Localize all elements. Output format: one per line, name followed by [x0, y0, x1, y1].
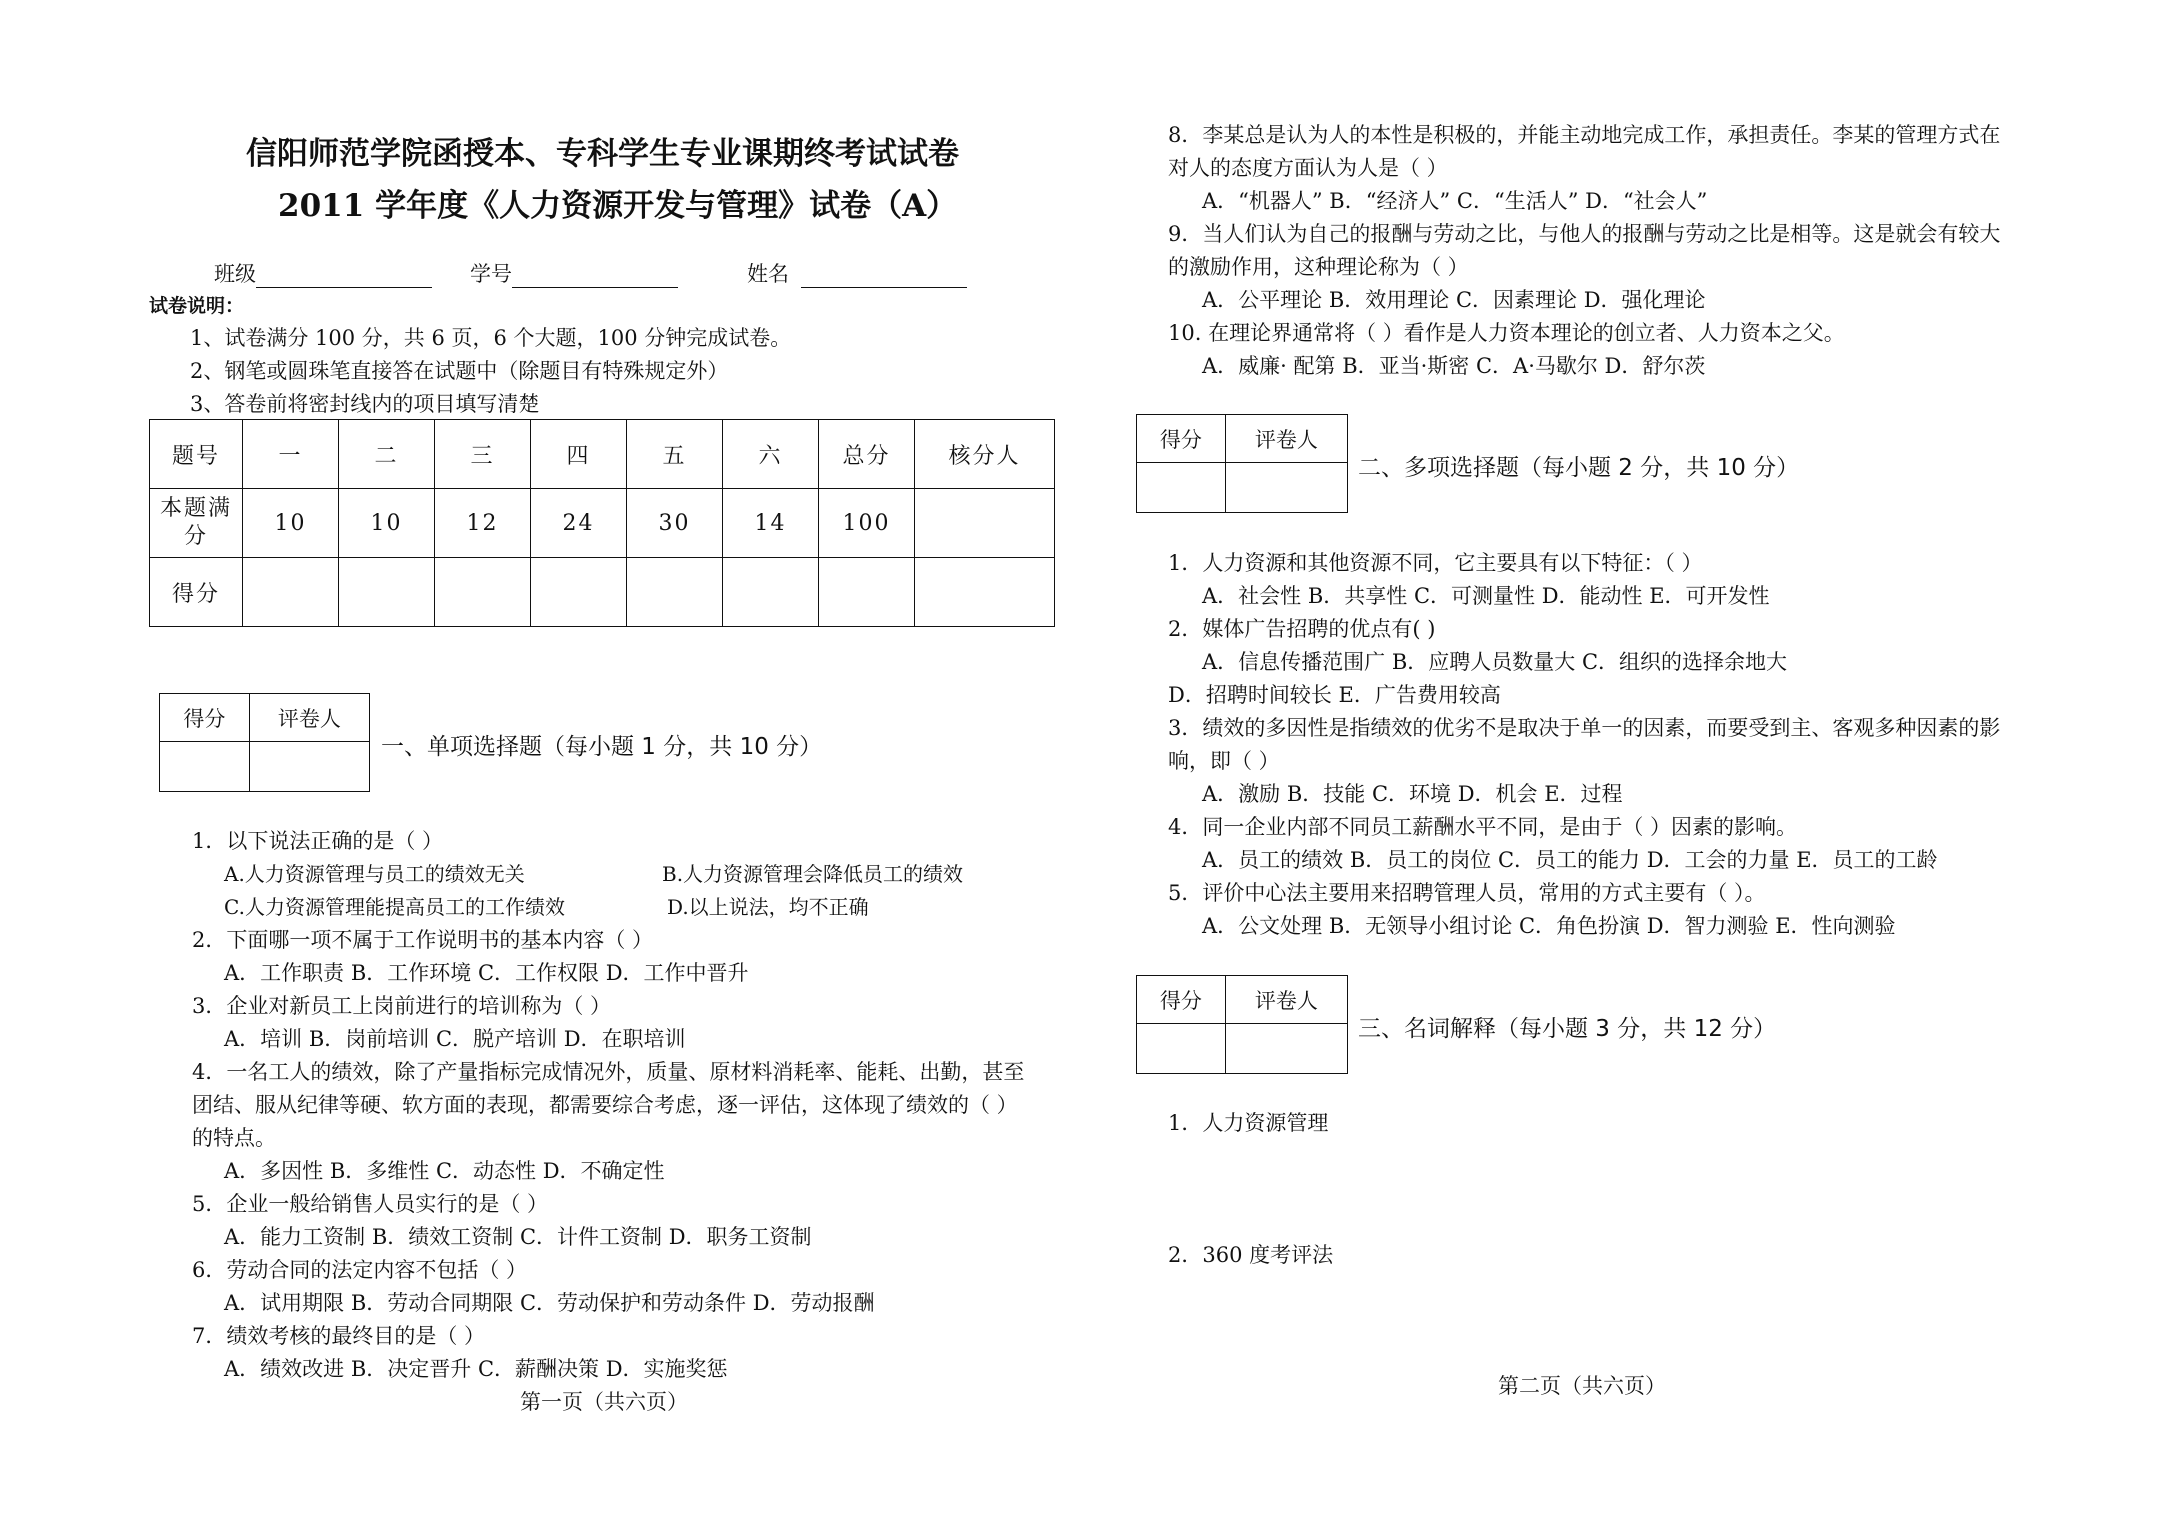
question-9: 9．当人们认为自己的报酬与劳动之比，与他人的报酬与劳动之比是相等。这是就会有较大	[1168, 222, 2001, 246]
score-entry-cell[interactable]	[819, 558, 915, 627]
name-label: 姓名	[747, 262, 789, 286]
question-4: 4．一名工人的绩效，除了产量指标完成情况外，质量、原材料消耗率、能耗、出勤，甚至	[192, 1060, 1025, 1084]
student-no-blank[interactable]	[512, 265, 678, 288]
question-3: 3．企业对新员工上岗前进行的培训称为（ ）	[192, 994, 612, 1018]
grader-box	[1136, 414, 1348, 513]
class-field[interactable]	[214, 258, 432, 288]
score-row-label: 得分	[150, 558, 243, 627]
grader-score-label: 得分	[160, 694, 250, 742]
score-table-score-row	[150, 558, 1055, 627]
score-header-cell: 五	[627, 420, 723, 489]
instruction-3: 3、答卷前将密封线内的项目填写清楚	[190, 392, 540, 416]
exam-title: 信阳师范学院函授本、专科学生专业课期终考试试卷	[246, 136, 959, 172]
section-1-title: 一、单项选择题（每小题 1 分，共 10 分）	[381, 734, 823, 760]
grader-score-label: 得分	[1137, 976, 1226, 1024]
score-entry-cell[interactable]	[531, 558, 627, 627]
grader-score-cell[interactable]	[160, 742, 250, 792]
score-entry-cell[interactable]	[723, 558, 819, 627]
q10-options: A．威廉· 配第 B．亚当·斯密 C．A·马歇尔 D．舒尔茨	[1202, 354, 1706, 378]
score-table-full-row	[150, 489, 1055, 558]
grader-name-label: 评卷人	[1225, 415, 1347, 463]
page-footer: 第二页（共六页）	[1498, 1374, 1666, 1398]
score-full-label: 本题满分	[150, 489, 243, 558]
question-4-end: 的特点。	[192, 1126, 276, 1150]
q8-options: A．“机器人” B．“经济人” C．“生活人” D．“社会人”	[1202, 189, 1708, 213]
grader-score-label: 得分	[1137, 415, 1226, 463]
score-entry-cell[interactable]	[627, 558, 723, 627]
class-blank[interactable]	[256, 265, 432, 288]
student-no-label: 学号	[470, 262, 512, 286]
score-full-cell: 24	[531, 489, 627, 558]
s2-question-4: 4．同一企业内部不同员工薪酬水平不同，是由于（ ）因素的影响。	[1168, 815, 1798, 839]
s2-question-2: 2．媒体广告招聘的优点有( )	[1168, 617, 1436, 641]
score-header-cell: 四	[531, 420, 627, 489]
instructions-heading: 试卷说明：	[149, 295, 245, 317]
grader-score-cell[interactable]	[1137, 1024, 1226, 1074]
class-label: 班级	[214, 262, 256, 286]
question-5: 5．企业一般给销售人员实行的是（ ）	[192, 1192, 549, 1216]
s2-question-3: 3．绩效的多因性是指绩效的优劣不是取决于单一的因素，而要受到主、客观多种因素的影	[1168, 716, 2001, 740]
score-header-cell: 三	[435, 420, 531, 489]
page-footer: 第一页（共六页）	[520, 1390, 688, 1414]
score-full-cell	[915, 489, 1055, 558]
s2-q1-options: A．社会性 B．共享性 C．可测量性 D．能动性 E．可开发性	[1202, 584, 1770, 608]
score-entry-cell[interactable]	[339, 558, 435, 627]
question-6: 6．劳动合同的法定内容不包括（ ）	[192, 1258, 528, 1282]
q1-option-d: D.以上说法，均不正确	[667, 895, 869, 919]
score-table-header-row	[150, 420, 1055, 489]
grader-name-cell[interactable]	[1225, 1024, 1347, 1074]
score-full-cell: 100	[819, 489, 915, 558]
question-8: 8．李某总是认为人的本性是积极的，并能主动地完成工作，承担责任。李某的管理方式在	[1168, 123, 2001, 147]
q2-options: A．工作职责 B．工作环境 C．工作权限 D．工作中晋升	[224, 961, 749, 985]
s2-q3-options: A．激励 B．技能 C．环境 D．机会 E．过程	[1202, 782, 1623, 806]
score-full-cell: 30	[627, 489, 723, 558]
question-1: 1．以下说法正确的是（ ）	[192, 829, 444, 853]
grader-name-cell[interactable]	[249, 742, 369, 792]
grader-name-label: 评卷人	[249, 694, 369, 742]
q9-options: A．公平理论 B．效用理论 C．因素理论 D．强化理论	[1202, 288, 1706, 312]
s2-q5-options: A．公文处理 B．无领导小组讨论 C．角色扮演 D．智力测验 E．性向测验	[1202, 914, 1896, 938]
s2-question-1: 1．人力资源和其他资源不同，它主要具有以下特征：（ ）	[1168, 551, 1703, 575]
grader-box	[1136, 975, 1348, 1074]
student-no-field[interactable]	[470, 258, 678, 288]
s2-question-3-cont: 响，即（ ）	[1168, 749, 1280, 773]
question-8-cont: 对人的态度方面认为人是（ ）	[1168, 156, 1448, 180]
grader-box	[159, 693, 370, 792]
question-2: 2．下面哪一项不属于工作说明书的基本内容（ ）	[192, 928, 654, 952]
s2-q4-options: A．员工的绩效 B．员工的岗位 C．员工的能力 D．工会的力量 E．员工的工龄	[1202, 848, 1938, 872]
score-full-cell: 12	[435, 489, 531, 558]
score-header-cell: 总分	[819, 420, 915, 489]
score-full-cell: 10	[339, 489, 435, 558]
score-table	[149, 419, 1055, 627]
question-7: 7．绩效考核的最终目的是（ ）	[192, 1324, 486, 1348]
q4-options: A．多因性 B．多维性 C．动态性 D．不确定性	[224, 1159, 665, 1183]
name-field[interactable]	[747, 258, 967, 288]
score-entry-cell[interactable]	[243, 558, 339, 627]
name-blank[interactable]	[801, 265, 967, 288]
section-3-title: 三、名词解释（每小题 3 分，共 12 分）	[1358, 1016, 1777, 1042]
question-9-cont: 的激励作用，这种理论称为（ ）	[1168, 255, 1469, 279]
score-full-cell: 14	[723, 489, 819, 558]
q6-options: A．试用期限 B．劳动合同期限 C．劳动保护和劳动条件 D．劳动报酬	[224, 1291, 875, 1315]
question-4-cont: 团结、服从纪律等硬、软方面的表现，都需要综合考虑，逐一评估，这体现了绩效的（ ）	[192, 1093, 1018, 1117]
grader-name-cell[interactable]	[1225, 463, 1347, 513]
instruction-2: 2、钢笔或圆珠笔直接答在试题中（除题目有特殊规定外）	[190, 359, 729, 383]
q3-options: A．培训 B．岗前培训 C．脱产培训 D．在职培训	[224, 1027, 686, 1051]
s2-q2-options: A．信息传播范围广 B．应聘人员数量大 C．组织的选择余地大	[1202, 650, 1788, 674]
q7-options: A．绩效改进 B．决定晋升 C．薪酬决策 D．实施奖惩	[224, 1357, 728, 1381]
question-10: 10. 在理论界通常将（ ）看作是人力资本理论的创立者、人力资本之父。	[1168, 321, 1845, 345]
score-entry-cell[interactable]	[435, 558, 531, 627]
score-header-cell: 六	[723, 420, 819, 489]
score-header-cell: 题号	[150, 420, 243, 489]
score-entry-cell[interactable]	[915, 558, 1055, 627]
instruction-1: 1、试卷满分 100 分，共 6 页，6 个大题，100 分钟完成试卷。	[190, 326, 792, 350]
s3-question-2: 2．360 度考评法	[1168, 1243, 1334, 1267]
score-header-cell: 一	[243, 420, 339, 489]
score-full-cell: 10	[243, 489, 339, 558]
s2-question-5: 5．评价中心法主要用来招聘管理人员，常用的方式主要有（ ）。	[1168, 881, 1766, 905]
q1-option-c: C.人力资源管理能提高员工的工作绩效	[224, 895, 565, 919]
q1-option-a: A.人力资源管理与员工的绩效无关	[224, 862, 525, 886]
grader-score-cell[interactable]	[1137, 463, 1226, 513]
s2-q2-options-cont: D．招聘时间较长 E．广告费用较高	[1168, 683, 1501, 707]
section-2-title: 二、多项选择题（每小题 2 分，共 10 分）	[1358, 455, 1800, 481]
s3-question-1: 1．人力资源管理	[1168, 1111, 1329, 1135]
grader-name-label: 评卷人	[1225, 976, 1347, 1024]
score-header-cell: 核分人	[915, 420, 1055, 489]
q1-option-b: B.人力资源管理会降低员工的绩效	[662, 862, 964, 886]
q5-options: A．能力工资制 B．绩效工资制 C．计件工资制 D．职务工资制	[224, 1225, 812, 1249]
exam-subtitle: 2011 学年度《人力资源开发与管理》试卷（A）	[278, 188, 958, 224]
score-header-cell: 二	[339, 420, 435, 489]
